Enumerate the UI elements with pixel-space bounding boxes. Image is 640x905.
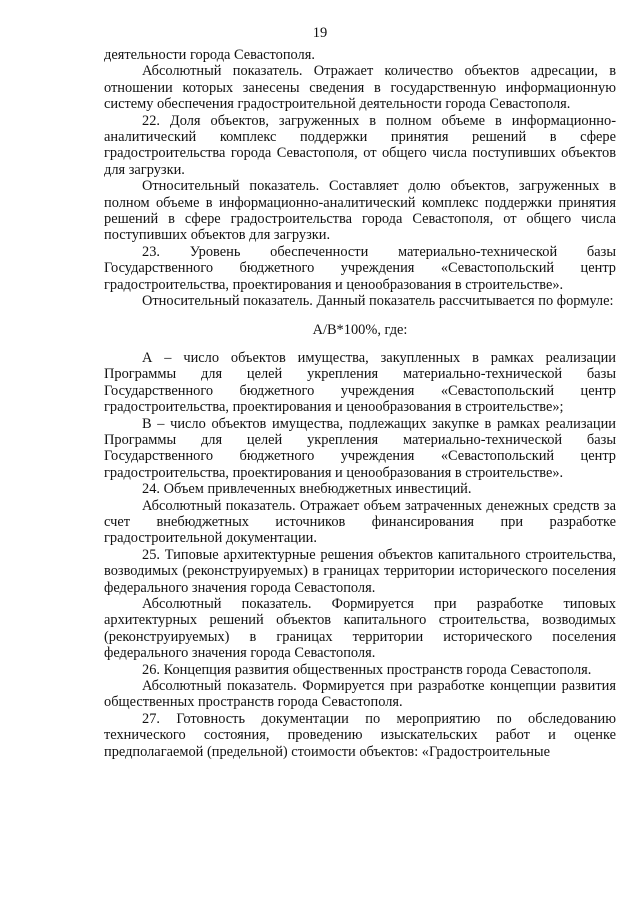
- formula: А/В*100%, где:: [312, 321, 408, 338]
- paragraph-item-25: 25. Типовые архитектурные решения объектов капитального строительства, возводимых (реконструируемых) в границах территории исторического поселения федерального значения города Севастополя.: [104, 546, 616, 596]
- paragraph-item-24: 24. Объем привлеченных внебюджетных инвестиций.: [142, 481, 472, 498]
- paragraph-item-27: 27. Готовность документации по мероприятию по обследованию технического состояния, проведению изыскательских работ и оценке предполагаемой (предельной) стоимости объектов: «Градостроительные: [104, 710, 616, 760]
- page-number: 19: [312, 25, 328, 41]
- paragraph-absolute-indicator-21: Абсолютный показатель. Отражает количество объектов адресации, в отношении которых занесены сведения в государственную информационную систему обеспечения градостроительной деятельности города Севастополя.: [104, 63, 616, 113]
- paragraph-continuation: деятельности города Севастополя.: [104, 47, 315, 63]
- paragraph-definition-b: В – число объектов имущества, подлежащих закупке в рамках реализации Программы для целей укрепления материально-технической базы Государственного бюджетного учреждения «Севастопольский центр градостроительства, проектирования и ценообразования в строительстве».: [104, 415, 616, 481]
- paragraph-relative-indicator-22: Относительный показатель. Составляет долю объектов, загруженных в полном объеме в информационно-аналитический комплекс поддержки принятия решений в сфере градостроительства города Севастополя, от общего числа поступивших объектов для загрузки.: [104, 178, 616, 244]
- paragraph-item-22: 22. Доля объектов, загруженных в полном объеме в информационно-аналитический комплекс поддержки принятия решений в сфере градостроительства города Севастополя, от общего числа поступивших объектов для загрузки.: [104, 112, 616, 178]
- paragraph-definition-a: А – число объектов имущества, закупленных в рамках реализации Программы для целей укрепления материально-технической базы Государственного бюджетного учреждения «Севастопольский центр градостроительства, проектирования и ценообразования в строительстве»;: [104, 349, 616, 416]
- paragraph-relative-indicator-23: Относительный показатель. Данный показатель рассчитывается по формуле:: [142, 293, 614, 310]
- paragraph-absolute-indicator-24: Абсолютный показатель. Отражает объем затраченных денежных средств за счет внебюджетных источников финансирования при разработке градостроительной документации.: [104, 497, 616, 547]
- paragraph-absolute-indicator-25: Абсолютный показатель. Формируется при разработке типовых архитектурных решений объектов капитального строительства, возводимых (реконструируемых) в границах территории исторического поселения федерального значения города Севастополя.: [104, 596, 616, 662]
- paragraph-item-23: 23. Уровень обеспеченности материально-технической базы Государственного бюджетного учреждения «Севастопольский центр градостроительства, проектирования и ценообразования в строительстве».: [104, 243, 616, 293]
- paragraph-item-26: 26. Концепция развития общественных пространств города Севастополя.: [142, 661, 592, 678]
- paragraph-absolute-indicator-26: Абсолютный показатель. Формируется при разработке концепции развития общественных пространств города Севастополя.: [104, 678, 616, 711]
- document-body: [104, 47, 616, 760]
